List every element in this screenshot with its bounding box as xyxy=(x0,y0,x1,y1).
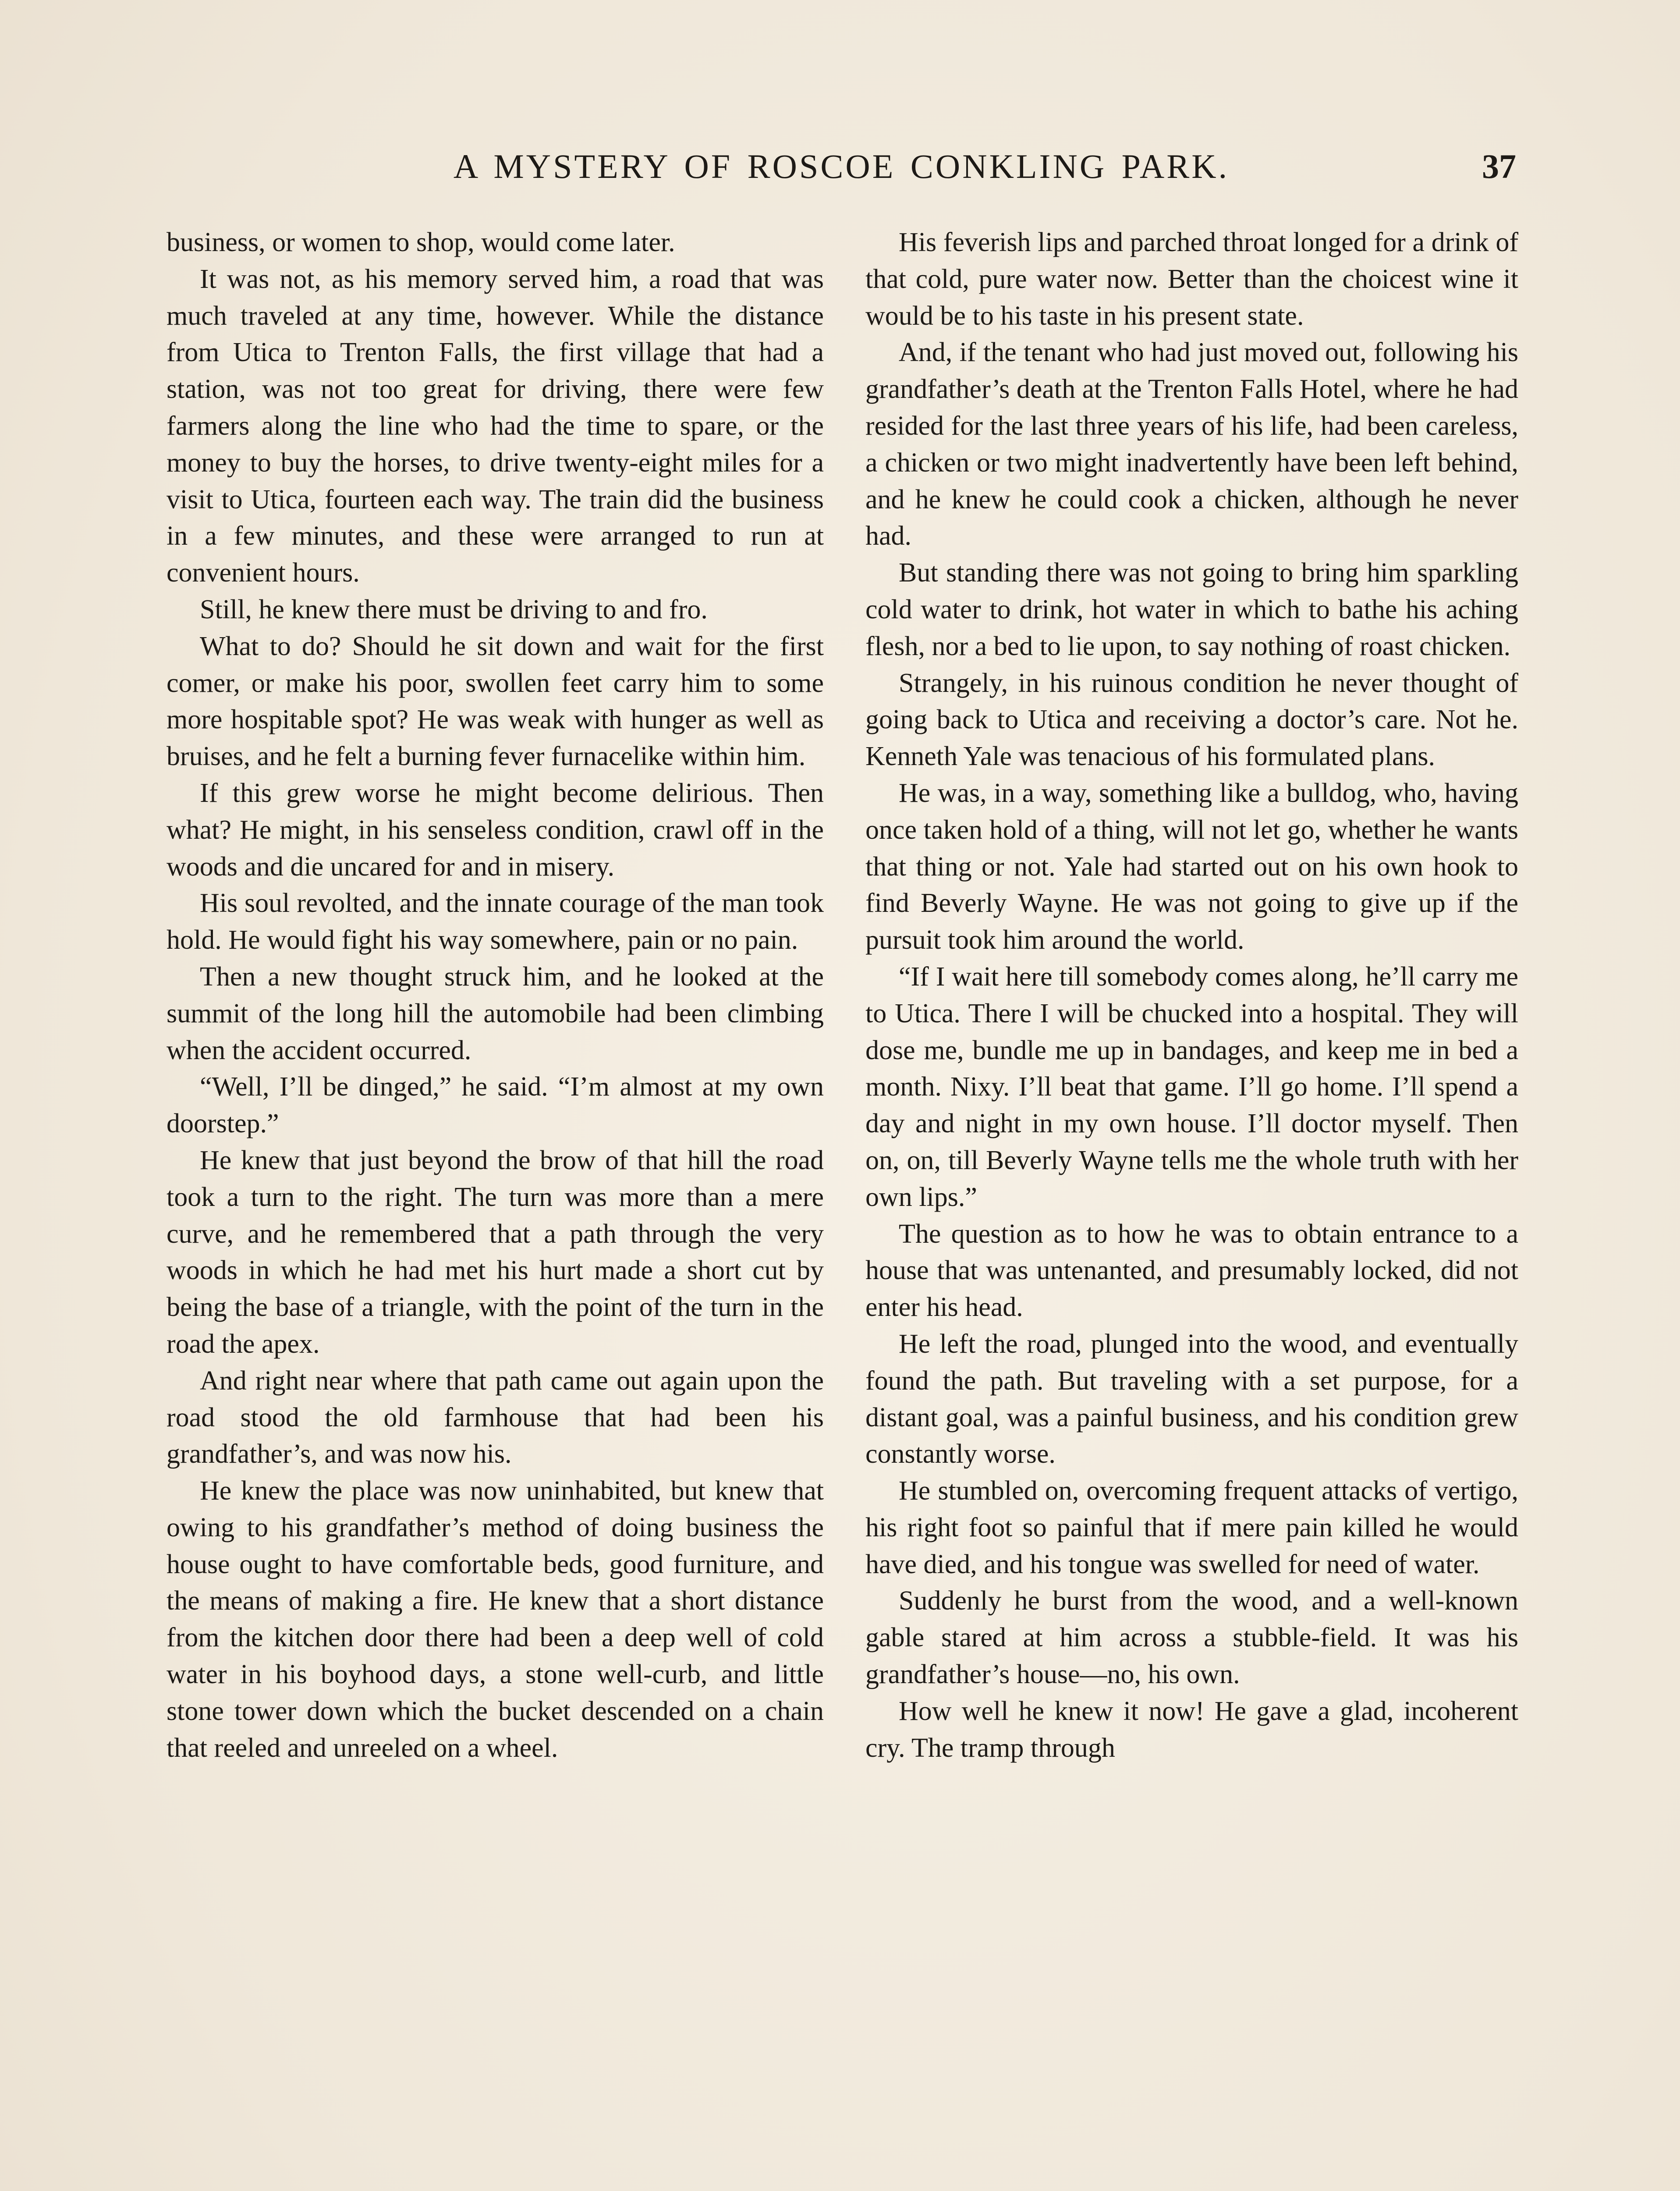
paragraph: His soul revolted, and the innate courage of the man took hold. He would fight his way somewhere, pain or no pain. xyxy=(167,888,824,955)
paragraph: It was not, as his memory served him, a road that was much traveled at any time, however. While the distance from Utica to Trenton Falls, the first village that had a station, was not too great for driving, there were few farmers along the line who had the time to spare, or the money to buy the horses, to drive twenty-eight miles for a visit to Utica, fourteen each way. The train did the business in a few minutes, and these were arranged to run at convenient hours. xyxy=(167,264,824,588)
paragraph: business, or women to shop, would come later. xyxy=(167,227,675,257)
paragraph: “Well, I’ll be dinged,” he said. “I’m almost at my own doorstep.” xyxy=(167,1072,824,1139)
paragraph: What to do? Should he sit down and wait for the first comer, or make his poor, swollen feet carry him to some more hospitable spot? He was weak with hunger as well as bruises, and he felt a burning fever furnacelike within him. xyxy=(167,631,824,772)
page-number: 37 xyxy=(1482,147,1516,185)
paragraph: The question as to how he was to obtain entrance to a house that was untenanted, and presumably locked, did not enter his head. xyxy=(865,1219,1518,1322)
paragraph: Still, he knew there must be driving to and fro. xyxy=(200,594,708,624)
paragraph: He was, in a way, something like a bulldog, who, having once taken hold of a thing, will not let go, whether he wants that thing or not. Yale had started out on his own hook to find Beverly Wayne. He was not going to give up if the pursuit took him around the world. xyxy=(865,778,1518,955)
paragraph: His feverish lips and parched throat longed for a drink of that cold, pure water now. Better than the choicest wine it would be to his taste in his present state. xyxy=(865,227,1518,331)
paragraph: But standing there was not going to bring him sparkling cold water to drink, hot water in which to bathe his aching flesh, nor a bed to lie upon, to say nothing of roast chicken. xyxy=(865,558,1518,661)
paragraph: How well he knew it now! He gave a glad, incoherent cry. The tramp through xyxy=(865,1696,1518,1763)
paragraph: He left the road, plunged into the wood, and eventually found the path. But traveling with a set purpose, for a distant goal, was a painful business, and his condition grew constantly worse. xyxy=(865,1329,1518,1469)
paragraph: He knew that just beyond the brow of that hill the road took a turn to the right. The turn was more than a mere curve, and he remembered that a path through the very woods in which he had met his hurt made a short cut by being the base of a triangle, with the point of the turn in the road the apex. xyxy=(167,1145,824,1359)
paragraph: Then a new thought struck him, and he looked at the summit of the long hill the automobile had been climbing when the accident occurred. xyxy=(167,961,824,1065)
paragraph: Strangely, in his ruinous condition he never thought of going back to Utica and receiving a doctor’s care. Not he. Kenneth Yale was tenacious of his formulated plans. xyxy=(865,668,1518,772)
paragraph: And right near where that path came out again upon the road stood the old farmhouse that had been his grandfather’s, and was now his. xyxy=(167,1365,824,1469)
paragraph: If this grew worse he might become delirious. Then what? He might, in his senseless condition, crawl off in the woods and die uncared for and in misery. xyxy=(167,778,824,882)
right-text-column xyxy=(865,224,1518,1766)
running-head xyxy=(167,142,1516,191)
left-text-column xyxy=(167,224,824,1766)
paragraph: And, if the tenant who had just moved out, following his grandfather’s death at the Trenton Falls Hotel, where he had resided for the last three years of his life, had been careless, a chicken or two might inadvertently have been left behind, and he knew he could cook a chicken, although he never had. xyxy=(865,337,1518,551)
paragraph: Suddenly he burst from the wood, and a well-known gable stared at him across a stubble-field. It was his grandfather’s house—no, his own. xyxy=(865,1586,1518,1690)
paragraph: “If I wait here till somebody comes along, he’ll carry me to Utica. There I will be chucked into a hospital. They will dose me, bundle me up in bandages, and keep me in bed a month. Nixy. I’ll beat that game. I’ll go home. I’ll spend a day and night in my own house. I’ll doctor myself. Then on, on, till Beverly Wayne tells me the whole truth with her own lips.” xyxy=(865,961,1518,1212)
running-title: A MYSTERY OF ROSCOE CONKLING PARK. xyxy=(453,147,1230,185)
paragraph: He stumbled on, overcoming frequent attacks of vertigo, his right foot so painful that if mere pain killed he would have died, and his tongue was swelled for need of water. xyxy=(865,1476,1518,1579)
paragraph: He knew the place was now uninhabited, but knew that owing to his grandfather’s method of doing business the house ought to have comfortable beds, good furniture, and the means of making a fire. He knew that a short distance from the kitchen door there had been a deep well of cold water in his boyhood days, a stone well-curb, and little stone tower down which the bucket descended on a chain that reeled and unreeled on a wheel. xyxy=(167,1476,824,1763)
